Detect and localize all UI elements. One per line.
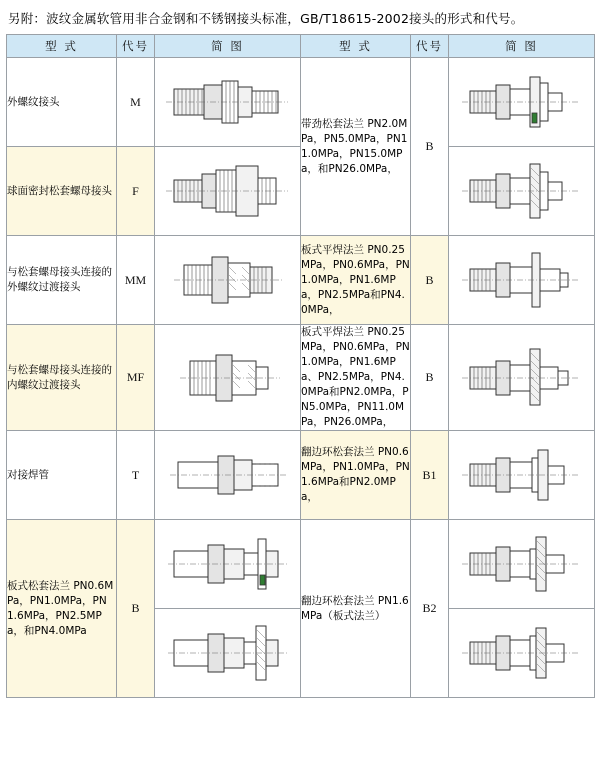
male-thread-adapter-icon [160,241,296,319]
right-row-4-type: 翻边环松套法兰 PN1.6MPa（板式法兰） [301,520,411,698]
lap-joint-flange-1-icon [454,436,590,514]
lap-joint-flange-2-icon [454,525,590,603]
lap-joint-flange-2-icon-b [454,614,590,692]
ribbed-loose-flange-icon-2 [454,152,590,230]
left-row-4-code: T [117,431,155,520]
butt-weld-pipe-icon [160,436,296,514]
header-left-code: 代号 [117,35,155,58]
header-right-type: 型 式 [301,35,411,58]
left-row-5-figure-a [155,520,301,609]
right-row-0-code: B [411,58,449,236]
left-row-1-type: 球面密封松套螺母接头 [7,147,117,236]
plate-loose-flange-icon-2 [160,614,296,692]
header-right-code: 代号 [411,35,449,58]
table-row [7,520,595,609]
left-row-5-type: 板式松套法兰 PN0.6MPa，PN1.0MPa，PN1.6MPa，PN2.5MPa，和PN4.0MPa [7,520,117,698]
plate-loose-flange-icon [160,525,296,603]
right-row-0-figure-a [449,58,595,147]
left-row-1-figure [155,147,301,236]
table-row [7,325,595,431]
right-row-4-code: B2 [411,520,449,698]
left-row-4-figure [155,431,301,520]
right-row-0-type: 带劲松套法兰 PN2.0MPa，PN5.0MPa，PN11.0MPa，PN15.0MPa，和PN26.0MPa， [301,58,411,236]
ribbed-loose-flange-icon [454,63,590,141]
plate-welding-flange-1-icon [454,241,590,319]
right-row-1-code: B [411,236,449,325]
plate-welding-flange-2-icon [454,339,590,417]
table-row [7,236,595,325]
left-row-0-figure [155,58,301,147]
right-row-3-type: 翻边环松套法兰 PN0.6MPa，PN1.0MPa，PN1.6MPa和PN2.0MPa， [301,431,411,520]
right-row-1-figure [449,236,595,325]
fitting-types-table [6,34,595,698]
right-row-2-type: 板式平焊法兰 PN0.25MPa，PN0.6MPa，PN1.0MPa，PN1.6MPa、PN2.5MPa，PN4.0MPa和PN2.0MPa，PN5.0MPa，PN11.0MPa，PN26.0MPa， [301,325,411,431]
right-row-4-figure-a [449,520,595,609]
left-row-5-code: B [117,520,155,698]
right-row-4-figure-b [449,609,595,698]
left-row-5-figure-b [155,609,301,698]
right-row-2-code: B [411,325,449,431]
left-row-2-type: 与松套螺母接头连接的外螺纹过渡接头 [7,236,117,325]
left-row-3-type: 与松套螺母接头连接的内螺纹过渡接头 [7,325,117,431]
threaded-male-connector-icon [160,63,296,141]
left-row-2-code: MM [117,236,155,325]
table-header [7,35,595,58]
right-row-0-figure-b [449,147,595,236]
right-row-3-code: B1 [411,431,449,520]
left-row-0-type: 外螺纹接头 [7,58,117,147]
header-right-figure: 简 图 [449,35,595,58]
left-row-4-type: 对接焊管 [7,431,117,520]
header-left-type: 型 式 [7,35,117,58]
female-thread-adapter-icon [160,339,296,417]
left-row-2-figure [155,236,301,325]
spherical-seal-union-nut-icon [160,152,296,230]
left-row-3-figure [155,325,301,431]
right-row-3-figure [449,431,595,520]
page-title: 另附：波纹金属软管用非合金钢和不锈钢接头标准，GB/T18615-2002接头的形式和代号。 [8,11,524,26]
right-row-1-type: 板式平焊法兰 PN0.25MPa，PN0.6MPa，PN1.0MPa，PN1.6MPa，PN2.5MPa和PN4.0MPa， [301,236,411,325]
left-row-1-code: F [117,147,155,236]
right-row-2-figure [449,325,595,431]
header-left-figure: 简 图 [155,35,301,58]
table-row [7,58,595,147]
left-row-0-code: M [117,58,155,147]
left-row-3-code: MF [117,325,155,431]
table-row [7,431,595,520]
